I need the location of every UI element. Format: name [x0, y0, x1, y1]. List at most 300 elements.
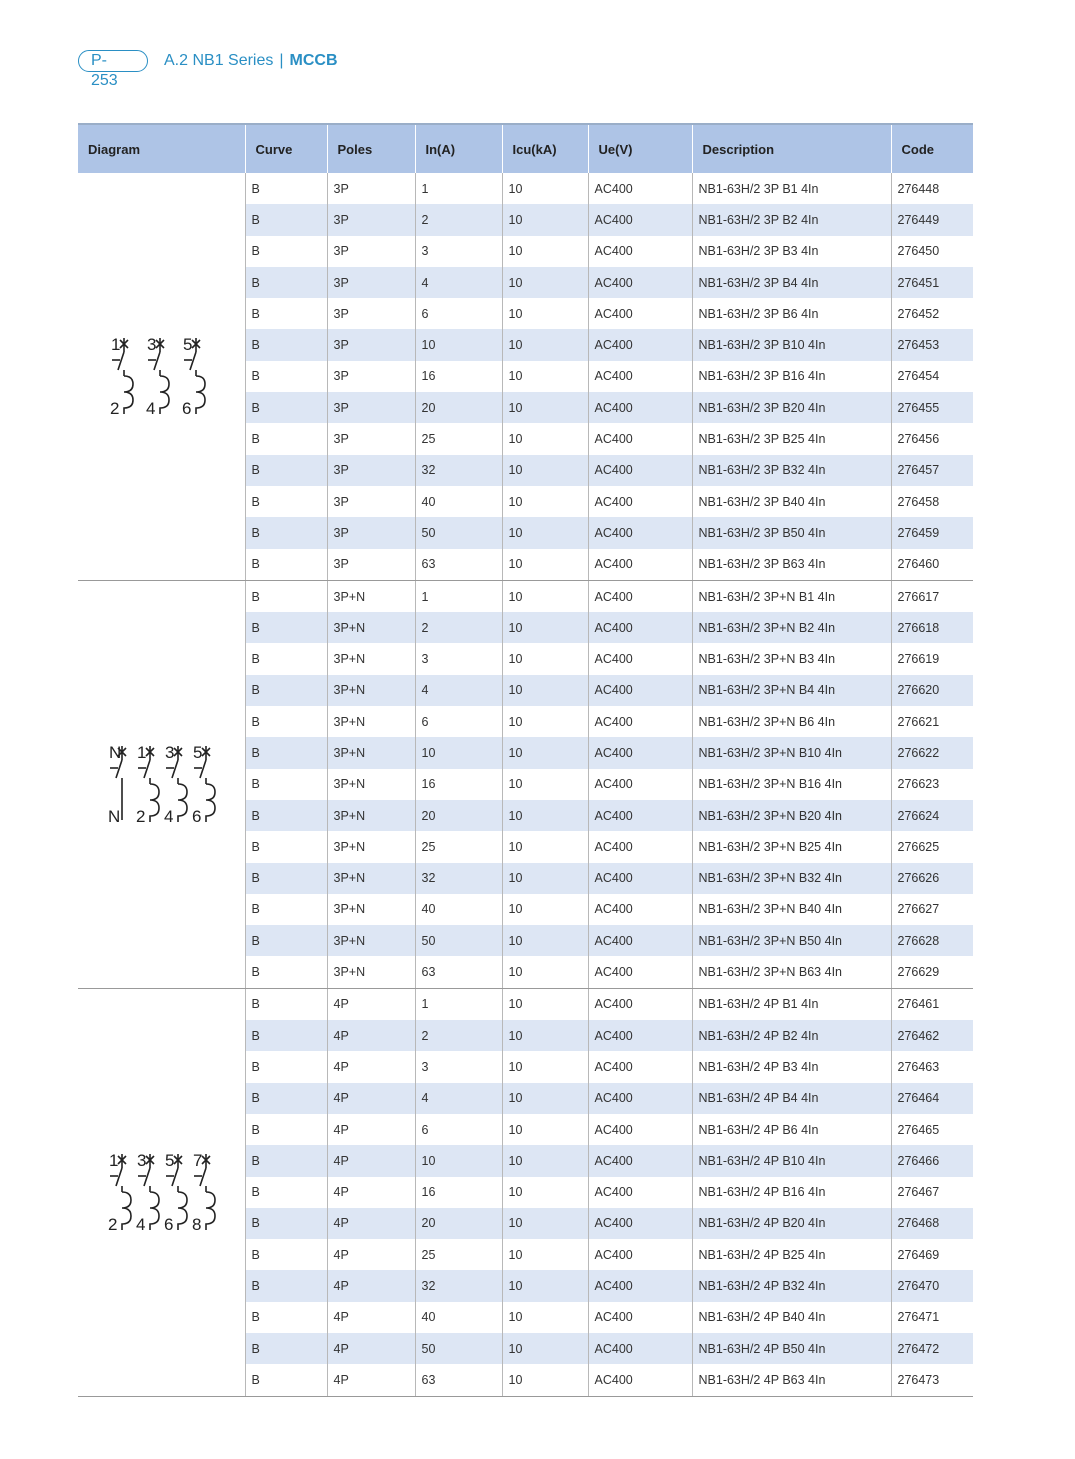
- table-cell: 4P: [327, 1302, 415, 1333]
- table-cell: B: [245, 1239, 327, 1270]
- table-cell: 40: [415, 486, 502, 517]
- table-cell: 276617: [891, 580, 973, 612]
- table-cell: 40: [415, 894, 502, 925]
- table-cell: AC400: [588, 1083, 692, 1114]
- table-cell: 10: [415, 1145, 502, 1176]
- table-cell: NB1-63H/2 3P B63 4In: [692, 549, 891, 581]
- terminal-label: 1: [109, 1151, 119, 1171]
- terminal-label: 3: [137, 1151, 147, 1171]
- table-cell: NB1-63H/2 4P B3 4In: [692, 1051, 891, 1082]
- table-cell: 3P: [327, 486, 415, 517]
- table-cell: B: [245, 298, 327, 329]
- table-cell: 1: [415, 988, 502, 1020]
- table-cell: AC400: [588, 737, 692, 768]
- table-cell: AC400: [588, 267, 692, 298]
- table-cell: B: [245, 1270, 327, 1301]
- table-cell: 276621: [891, 706, 973, 737]
- table-cell: 10: [502, 1020, 588, 1051]
- table-cell: 3P: [327, 329, 415, 360]
- table-cell: 4P: [327, 1051, 415, 1082]
- table-cell: B: [245, 800, 327, 831]
- table-cell: 10: [502, 549, 588, 581]
- table-cell: 10: [502, 612, 588, 643]
- column-header: In(A): [415, 124, 502, 173]
- table-cell: 4P: [327, 1208, 415, 1239]
- table-cell: NB1-63H/2 3P B40 4In: [692, 486, 891, 517]
- terminal-label: 5: [193, 743, 203, 763]
- table-cell: NB1-63H/2 4P B1 4In: [692, 988, 891, 1020]
- table-cell: AC400: [588, 643, 692, 674]
- table-cell: 276466: [891, 1145, 973, 1176]
- table-cell: AC400: [588, 1302, 692, 1333]
- table-cell: 276470: [891, 1270, 973, 1301]
- table-cell: NB1-63H/2 4P B16 4In: [692, 1177, 891, 1208]
- table-cell: 10: [502, 1114, 588, 1145]
- table-cell: 3P: [327, 236, 415, 267]
- table-cell: 10: [502, 894, 588, 925]
- table-cell: 276454: [891, 361, 973, 392]
- table-cell: B: [245, 706, 327, 737]
- column-header: Poles: [327, 124, 415, 173]
- table-cell: 276461: [891, 988, 973, 1020]
- table-cell: B: [245, 956, 327, 988]
- table-cell: 3P+N: [327, 800, 415, 831]
- table-cell: 4P: [327, 1114, 415, 1145]
- table-cell: 63: [415, 1364, 502, 1396]
- table-cell: 3: [415, 236, 502, 267]
- table-cell: 3P: [327, 173, 415, 204]
- table-cell: 50: [415, 517, 502, 548]
- table-cell: NB1-63H/2 4P B20 4In: [692, 1208, 891, 1239]
- table-cell: NB1-63H/2 3P B3 4In: [692, 236, 891, 267]
- table-cell: 20: [415, 800, 502, 831]
- table-cell: NB1-63H/2 3P+N B20 4In: [692, 800, 891, 831]
- table-cell: 3P+N: [327, 831, 415, 862]
- table-cell: AC400: [588, 392, 692, 423]
- table-cell: NB1-63H/2 3P B32 4In: [692, 455, 891, 486]
- table-cell: 10: [502, 1239, 588, 1270]
- table-cell: NB1-63H/2 4P B32 4In: [692, 1270, 891, 1301]
- table-cell: 10: [502, 925, 588, 956]
- circuit-breaker-diagram-icon: [102, 326, 220, 426]
- table-cell: B: [245, 1364, 327, 1396]
- product-spec-table: [78, 123, 973, 1397]
- table-cell: 3P: [327, 549, 415, 581]
- column-header: Curve: [245, 124, 327, 173]
- table-cell: NB1-63H/2 4P B10 4In: [692, 1145, 891, 1176]
- table-cell: AC400: [588, 423, 692, 454]
- table-cell: AC400: [588, 298, 692, 329]
- table-cell: AC400: [588, 800, 692, 831]
- table-cell: 3P: [327, 298, 415, 329]
- table-cell: 276625: [891, 831, 973, 862]
- table-cell: B: [245, 894, 327, 925]
- wiring-diagram-cell: [78, 580, 245, 988]
- table-cell: 4: [415, 1083, 502, 1114]
- table-cell: 10: [502, 769, 588, 800]
- table-cell: 276622: [891, 737, 973, 768]
- table-cell: 276453: [891, 329, 973, 360]
- table-cell: 10: [502, 1145, 588, 1176]
- table-cell: 276473: [891, 1364, 973, 1396]
- table-cell: B: [245, 517, 327, 548]
- table-cell: 6: [415, 1114, 502, 1145]
- table-cell: 10: [502, 706, 588, 737]
- table-cell: NB1-63H/2 3P B50 4In: [692, 517, 891, 548]
- terminal-label: 1: [111, 335, 121, 355]
- table-cell: 276462: [891, 1020, 973, 1051]
- title-separator: |: [279, 52, 284, 69]
- table-cell: 3P: [327, 361, 415, 392]
- table-cell: 3P: [327, 517, 415, 548]
- table-cell: AC400: [588, 455, 692, 486]
- table-cell: 4P: [327, 1364, 415, 1396]
- table-cell: NB1-63H/2 3P B25 4In: [692, 423, 891, 454]
- table-cell: B: [245, 204, 327, 235]
- table-cell: B: [245, 988, 327, 1020]
- table-cell: NB1-63H/2 4P B40 4In: [692, 1302, 891, 1333]
- table-cell: 10: [502, 392, 588, 423]
- table-cell: AC400: [588, 580, 692, 612]
- table-cell: AC400: [588, 517, 692, 548]
- table-cell: 276618: [891, 612, 973, 643]
- table-cell: 276468: [891, 1208, 973, 1239]
- table-cell: 276467: [891, 1177, 973, 1208]
- terminal-label: N: [109, 743, 122, 763]
- table-cell: 276619: [891, 643, 973, 674]
- table-cell: 4: [415, 675, 502, 706]
- table-cell: NB1-63H/2 3P B2 4In: [692, 204, 891, 235]
- table-cell: NB1-63H/2 3P+N B25 4In: [692, 831, 891, 862]
- column-header: Icu(kA): [502, 124, 588, 173]
- table-cell: NB1-63H/2 3P+N B4 4In: [692, 675, 891, 706]
- table-cell: AC400: [588, 769, 692, 800]
- table-cell: 276464: [891, 1083, 973, 1114]
- wiring-diagram-cell: [78, 988, 245, 1396]
- column-header: Ue(V): [588, 124, 692, 173]
- table-cell: B: [245, 1177, 327, 1208]
- table-cell: AC400: [588, 204, 692, 235]
- table-cell: B: [245, 1208, 327, 1239]
- table-cell: 10: [502, 737, 588, 768]
- table-cell: AC400: [588, 988, 692, 1020]
- terminal-label: 3: [147, 335, 157, 355]
- table-cell: AC400: [588, 1333, 692, 1364]
- table-cell: 10: [502, 1270, 588, 1301]
- table-cell: 3P+N: [327, 675, 415, 706]
- table-cell: 10: [502, 1208, 588, 1239]
- table-cell: 276469: [891, 1239, 973, 1270]
- table-cell: NB1-63H/2 4P B6 4In: [692, 1114, 891, 1145]
- table-row: [78, 580, 973, 612]
- table-cell: AC400: [588, 173, 692, 204]
- terminal-label: 1: [137, 743, 147, 763]
- table-cell: AC400: [588, 925, 692, 956]
- terminal-label: 5: [165, 1151, 175, 1171]
- table-cell: 10: [502, 204, 588, 235]
- table-cell: AC400: [588, 1020, 692, 1051]
- terminal-label: 6: [164, 1215, 174, 1235]
- terminal-label: 2: [108, 1215, 118, 1235]
- table-cell: 3P+N: [327, 706, 415, 737]
- table-cell: 10: [415, 329, 502, 360]
- table-cell: 6: [415, 298, 502, 329]
- table-cell: 276450: [891, 236, 973, 267]
- table-cell: AC400: [588, 831, 692, 862]
- table-cell: 4P: [327, 1145, 415, 1176]
- table-cell: B: [245, 675, 327, 706]
- table-cell: B: [245, 1302, 327, 1333]
- terminal-label: 2: [110, 399, 120, 419]
- table-cell: B: [245, 361, 327, 392]
- table-cell: NB1-63H/2 3P+N B50 4In: [692, 925, 891, 956]
- table-cell: NB1-63H/2 3P+N B16 4In: [692, 769, 891, 800]
- column-header: Description: [692, 124, 891, 173]
- table-cell: 276451: [891, 267, 973, 298]
- table-cell: 63: [415, 956, 502, 988]
- table-cell: AC400: [588, 361, 692, 392]
- table-cell: AC400: [588, 863, 692, 894]
- table-cell: 276628: [891, 925, 973, 956]
- table-cell: 3P+N: [327, 894, 415, 925]
- table-cell: AC400: [588, 329, 692, 360]
- column-header: Code: [891, 124, 973, 173]
- table-cell: AC400: [588, 1177, 692, 1208]
- table-cell: 3: [415, 1051, 502, 1082]
- table-cell: B: [245, 1051, 327, 1082]
- table-cell: 3: [415, 643, 502, 674]
- table-cell: 25: [415, 1239, 502, 1270]
- table-cell: 6: [415, 706, 502, 737]
- terminal-label: 3: [165, 743, 175, 763]
- table-cell: 3P+N: [327, 956, 415, 988]
- table-cell: 276448: [891, 173, 973, 204]
- terminal-label: 2: [136, 807, 146, 827]
- table-cell: B: [245, 1020, 327, 1051]
- table-cell: 10: [502, 486, 588, 517]
- table-cell: 3P+N: [327, 925, 415, 956]
- table-cell: 2: [415, 204, 502, 235]
- table-cell: 4P: [327, 1270, 415, 1301]
- table-cell: 4P: [327, 1239, 415, 1270]
- table-cell: 16: [415, 769, 502, 800]
- table-cell: B: [245, 423, 327, 454]
- table-cell: 16: [415, 1177, 502, 1208]
- table-cell: B: [245, 1333, 327, 1364]
- table-cell: 276457: [891, 455, 973, 486]
- table-cell: AC400: [588, 549, 692, 581]
- circuit-breaker-diagram-icon: [100, 1142, 222, 1242]
- table-cell: 10: [502, 267, 588, 298]
- table-cell: NB1-63H/2 4P B2 4In: [692, 1020, 891, 1051]
- table-cell: 20: [415, 392, 502, 423]
- table-cell: 276629: [891, 956, 973, 988]
- table-cell: 276465: [891, 1114, 973, 1145]
- table-cell: 276455: [891, 392, 973, 423]
- table-cell: 63: [415, 549, 502, 581]
- table-cell: B: [245, 612, 327, 643]
- table-cell: 276471: [891, 1302, 973, 1333]
- table-cell: AC400: [588, 1270, 692, 1301]
- table-header-row: [78, 124, 973, 173]
- table-cell: 4P: [327, 988, 415, 1020]
- table-cell: 3P: [327, 455, 415, 486]
- table-cell: AC400: [588, 486, 692, 517]
- terminal-label: 4: [136, 1215, 146, 1235]
- table-cell: 10: [502, 863, 588, 894]
- table-cell: B: [245, 831, 327, 862]
- table-cell: 25: [415, 831, 502, 862]
- circuit-breaker-diagram-icon: [100, 734, 222, 834]
- table-cell: NB1-63H/2 3P B20 4In: [692, 392, 891, 423]
- table-cell: 32: [415, 455, 502, 486]
- table-cell: 40: [415, 1302, 502, 1333]
- table-cell: B: [245, 1145, 327, 1176]
- wiring-diagram-cell: [78, 173, 245, 580]
- table-cell: 10: [502, 675, 588, 706]
- table-cell: 10: [502, 173, 588, 204]
- table-cell: B: [245, 486, 327, 517]
- table-cell: B: [245, 863, 327, 894]
- table-cell: 10: [415, 737, 502, 768]
- table-cell: NB1-63H/2 3P B1 4In: [692, 173, 891, 204]
- table-cell: AC400: [588, 1239, 692, 1270]
- table-cell: 3P+N: [327, 737, 415, 768]
- table-cell: 4P: [327, 1333, 415, 1364]
- table-cell: 276472: [891, 1333, 973, 1364]
- table-cell: 32: [415, 1270, 502, 1301]
- table-cell: 2: [415, 1020, 502, 1051]
- table-cell: 3P+N: [327, 580, 415, 612]
- table-cell: 276449: [891, 204, 973, 235]
- table-cell: NB1-63H/2 3P+N B32 4In: [692, 863, 891, 894]
- table-cell: 276456: [891, 423, 973, 454]
- category-title: MCCB: [289, 52, 338, 69]
- table-cell: 1: [415, 580, 502, 612]
- table-cell: NB1-63H/2 4P B4 4In: [692, 1083, 891, 1114]
- table-cell: NB1-63H/2 3P+N B2 4In: [692, 612, 891, 643]
- table-cell: 32: [415, 863, 502, 894]
- table-cell: 10: [502, 831, 588, 862]
- table-cell: B: [245, 329, 327, 360]
- table-cell: 10: [502, 361, 588, 392]
- table-cell: 10: [502, 643, 588, 674]
- table-cell: 3P+N: [327, 769, 415, 800]
- table-cell: AC400: [588, 894, 692, 925]
- table-cell: AC400: [588, 1208, 692, 1239]
- table-cell: 276626: [891, 863, 973, 894]
- table-row: [78, 173, 973, 204]
- table-cell: AC400: [588, 612, 692, 643]
- series-title: A.2 NB1 Series: [164, 52, 274, 69]
- table-cell: B: [245, 1083, 327, 1114]
- table-cell: 3P: [327, 392, 415, 423]
- table-cell: 10: [502, 329, 588, 360]
- table-cell: 10: [502, 800, 588, 831]
- terminal-label: 6: [182, 399, 192, 419]
- table-cell: B: [245, 392, 327, 423]
- terminal-label: 4: [146, 399, 156, 419]
- table-cell: NB1-63H/2 3P B16 4In: [692, 361, 891, 392]
- terminal-label: N: [108, 807, 121, 827]
- table-cell: NB1-63H/2 3P+N B10 4In: [692, 737, 891, 768]
- table-cell: AC400: [588, 1364, 692, 1396]
- table-cell: 10: [502, 1051, 588, 1082]
- table-cell: 10: [502, 1302, 588, 1333]
- table-cell: B: [245, 455, 327, 486]
- table-cell: NB1-63H/2 3P+N B40 4In: [692, 894, 891, 925]
- table-cell: NB1-63H/2 4P B50 4In: [692, 1333, 891, 1364]
- page-header: [78, 50, 338, 89]
- table-cell: AC400: [588, 675, 692, 706]
- table-cell: NB1-63H/2 4P B25 4In: [692, 1239, 891, 1270]
- table-cell: 1: [415, 173, 502, 204]
- table-cell: 16: [415, 361, 502, 392]
- table-cell: 276458: [891, 486, 973, 517]
- table-cell: 50: [415, 1333, 502, 1364]
- table-cell: B: [245, 267, 327, 298]
- table-cell: B: [245, 236, 327, 267]
- table-cell: NB1-63H/2 4P B63 4In: [692, 1364, 891, 1396]
- table-cell: 50: [415, 925, 502, 956]
- table-cell: NB1-63H/2 3P B10 4In: [692, 329, 891, 360]
- table-cell: B: [245, 643, 327, 674]
- column-header: Diagram: [78, 124, 245, 173]
- table-cell: 10: [502, 1083, 588, 1114]
- table-cell: 3P+N: [327, 863, 415, 894]
- table-cell: 276460: [891, 549, 973, 581]
- table-cell: NB1-63H/2 3P+N B63 4In: [692, 956, 891, 988]
- table-cell: B: [245, 580, 327, 612]
- table-cell: 3P: [327, 204, 415, 235]
- table-cell: 20: [415, 1208, 502, 1239]
- table-cell: 10: [502, 1364, 588, 1396]
- table-cell: NB1-63H/2 3P+N B3 4In: [692, 643, 891, 674]
- table-cell: 3P: [327, 267, 415, 298]
- table-cell: 10: [502, 988, 588, 1020]
- table-cell: 3P: [327, 423, 415, 454]
- table-cell: 276627: [891, 894, 973, 925]
- table-cell: 276624: [891, 800, 973, 831]
- terminal-label: 6: [192, 807, 202, 827]
- terminal-label: 7: [193, 1151, 203, 1171]
- table-cell: 276459: [891, 517, 973, 548]
- table-cell: 4P: [327, 1020, 415, 1051]
- table-cell: NB1-63H/2 3P B4 4In: [692, 267, 891, 298]
- table-cell: B: [245, 737, 327, 768]
- table-cell: B: [245, 173, 327, 204]
- table-cell: 10: [502, 1177, 588, 1208]
- table-cell: 10: [502, 580, 588, 612]
- table-cell: AC400: [588, 1145, 692, 1176]
- table-cell: 10: [502, 956, 588, 988]
- table-cell: 10: [502, 1333, 588, 1364]
- table-cell: 4: [415, 267, 502, 298]
- table-cell: 2: [415, 612, 502, 643]
- table-cell: 10: [502, 455, 588, 486]
- table-cell: 276620: [891, 675, 973, 706]
- table-cell: 10: [502, 517, 588, 548]
- table-cell: 25: [415, 423, 502, 454]
- table-cell: AC400: [588, 236, 692, 267]
- table-cell: 10: [502, 423, 588, 454]
- table-cell: 3P+N: [327, 643, 415, 674]
- table-cell: NB1-63H/2 3P+N B6 4In: [692, 706, 891, 737]
- table-cell: AC400: [588, 706, 692, 737]
- terminal-label: 4: [164, 807, 174, 827]
- table-cell: 10: [502, 298, 588, 329]
- terminal-label: 5: [183, 335, 193, 355]
